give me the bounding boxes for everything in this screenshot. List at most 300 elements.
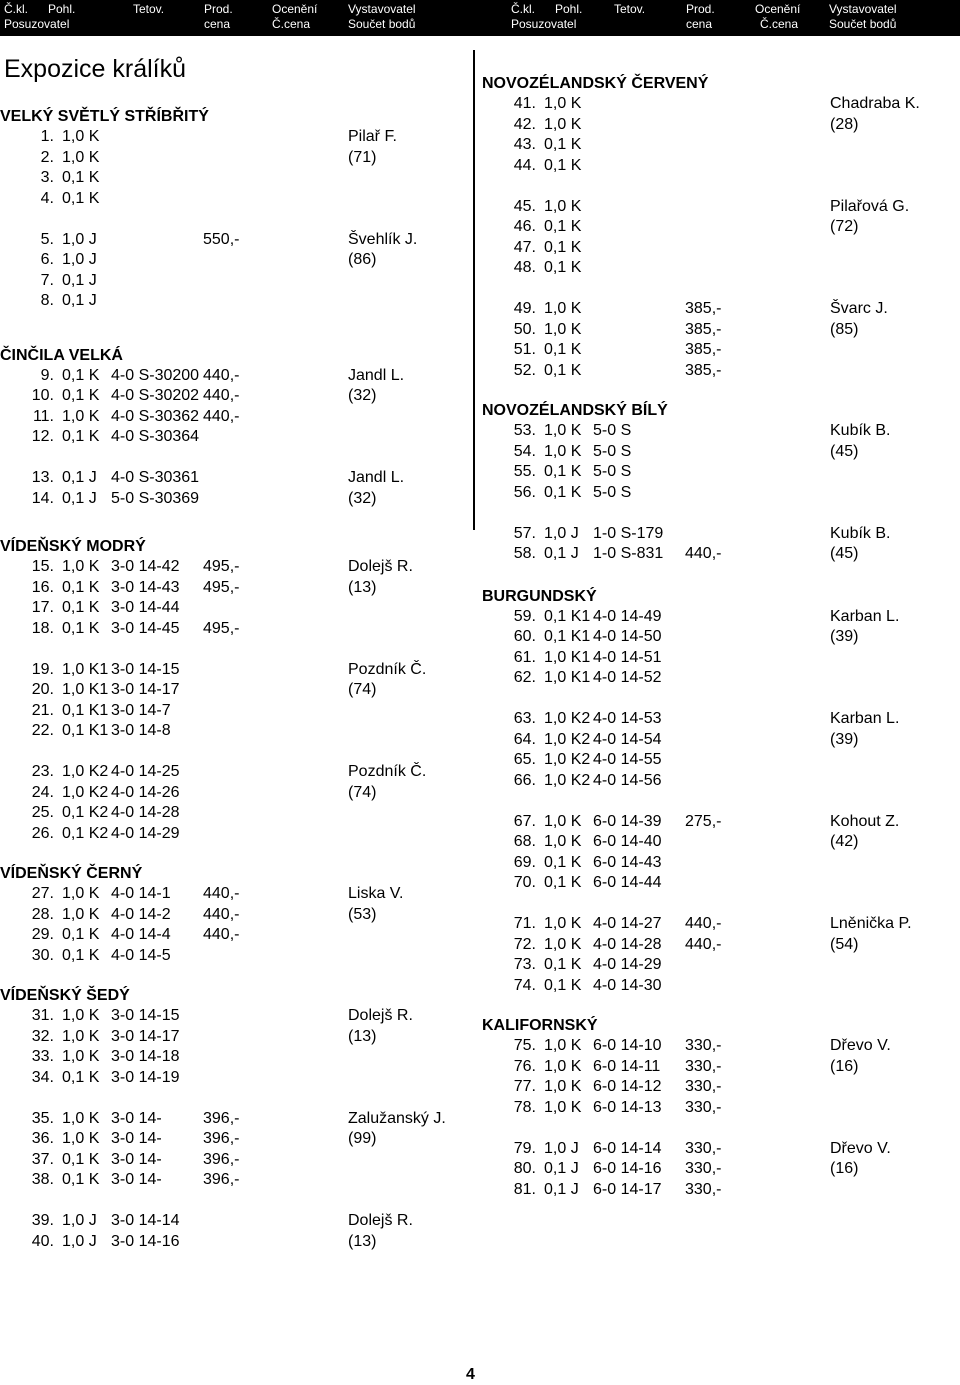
- entry-sex-class: 0,1 K2: [62, 804, 109, 821]
- entry-number: 63.: [513, 710, 536, 727]
- entry-row: [0, 557, 470, 578]
- entry-sex-class: 0,1 K2: [62, 824, 109, 842]
- header-label: Č.cena: [272, 17, 311, 31]
- entry-number: 28.: [31, 905, 54, 923]
- entry-exhibitor: Kubík B.: [830, 524, 891, 542]
- entry-row: [482, 730, 952, 751]
- entry-exhibitor: Zalužanský J.: [348, 1109, 446, 1127]
- entry-number: 1.: [40, 128, 54, 145]
- table-header: [0, 0, 960, 36]
- breed-section: [0, 107, 470, 312]
- entry-tattoo: 3-0 14-18: [111, 1048, 180, 1065]
- entry-number: 67.: [513, 812, 536, 830]
- entry-number: 42.: [513, 115, 536, 133]
- entry-number: 7.: [40, 271, 54, 289]
- entry-tattoo: 4-0 14-28: [111, 804, 180, 821]
- entry-exhibitor: (54): [830, 935, 859, 953]
- entry-row: [0, 366, 470, 387]
- entry-row: [0, 884, 470, 905]
- entry-sex-class: 1,0 K: [62, 407, 100, 425]
- entry-sex-class: 0,1 K: [62, 578, 100, 596]
- entry-row: [482, 955, 952, 976]
- entry-row: [482, 258, 952, 279]
- entry-exhibitor: (39): [830, 628, 859, 645]
- entry-tattoo: 4-0 S-30361: [111, 469, 200, 486]
- entry-exhibitor: Pozdník Č.: [348, 763, 427, 780]
- entry-row: [0, 1047, 470, 1068]
- group-spacer: [482, 279, 952, 300]
- entry-sex-class: 0,1 K1: [62, 722, 109, 739]
- header-label: Tetov.: [614, 2, 646, 16]
- entry-price: 330,-: [685, 1098, 722, 1116]
- entry-sex-class: 0,1 K: [544, 976, 582, 994]
- entry-tattoo: 6-0 14-13: [593, 1098, 662, 1116]
- header-label: Ocenění: [755, 2, 801, 16]
- breed-section: [0, 537, 470, 844]
- entry-tattoo: 4-0 14-30: [593, 976, 662, 994]
- group-spacer: [0, 448, 470, 469]
- entry-exhibitor: Pilařová G.: [830, 197, 910, 215]
- entry-sex-class: 0,1 J: [62, 469, 97, 486]
- entry-price: 495,-: [203, 578, 240, 596]
- entry-tattoo: 3-0 14-43: [111, 578, 180, 596]
- entry-tattoo: 4-0 14-4: [111, 926, 171, 943]
- entry-number: 30.: [31, 946, 54, 964]
- entry-tattoo: 5-0 S: [593, 442, 632, 460]
- entry-tattoo: 4-0 S-30362: [111, 407, 200, 425]
- entry-number: 37.: [31, 1150, 54, 1168]
- entry-number: 23.: [31, 763, 54, 780]
- entry-sex-class: 0,1 K: [544, 463, 582, 480]
- entry-tattoo: 4-0 14-27: [593, 915, 662, 932]
- entry-number: 57.: [513, 524, 536, 542]
- entry-sex-class: 0,1 J: [544, 1180, 579, 1198]
- entry-price: 440,-: [685, 915, 722, 932]
- header-label: Č.kl.: [511, 2, 535, 16]
- entry-number: 50.: [513, 320, 536, 338]
- entry-row: [0, 1129, 470, 1150]
- entry-tattoo: 3-0 14-17: [111, 681, 180, 698]
- entry-row: [482, 668, 952, 689]
- entry-price: 330,-: [685, 1160, 722, 1177]
- entry-number: 72.: [513, 935, 536, 953]
- entry-sex-class: 1,0 K: [544, 833, 582, 850]
- entry-tattoo: 6-0 14-39: [593, 812, 662, 830]
- entry-number: 16.: [31, 578, 54, 596]
- breed-section: [0, 986, 470, 1252]
- entry-sex-class: 0,1 K: [62, 1068, 100, 1086]
- entry-row: [482, 607, 952, 628]
- entry-sex-class: 1,0 K: [62, 148, 100, 166]
- entry-exhibitor: (28): [830, 115, 859, 133]
- entry-tattoo: 5-0 S: [593, 483, 632, 501]
- entry-tattoo: 3-0 14-17: [111, 1027, 180, 1045]
- entry-number: 41.: [513, 95, 536, 112]
- entry-sex-class: 1,0 K: [62, 558, 100, 575]
- entry-number: 20.: [31, 681, 54, 698]
- page-title: Expozice králíků: [4, 55, 187, 83]
- entry-number: 61.: [513, 648, 536, 666]
- entry-row: [482, 135, 952, 156]
- entry-price: 396,-: [203, 1109, 240, 1127]
- entry-sex-class: 1,0 K2: [62, 783, 109, 801]
- entry-price: 275,-: [685, 812, 722, 830]
- entry-sex-class: 1,0 K1: [62, 681, 109, 698]
- header-label: Č.kl.: [4, 2, 28, 16]
- entry-row: [482, 361, 952, 382]
- entry-row: [482, 935, 952, 956]
- entry-tattoo: 4-0 14-29: [111, 824, 180, 842]
- entry-number: 15.: [31, 558, 54, 575]
- entry-number: 64.: [513, 730, 536, 748]
- entry-sex-class: 0,1 K: [62, 366, 100, 384]
- entry-sex-class: 1,0 K: [544, 935, 582, 953]
- entry-row: [0, 721, 470, 742]
- entry-tattoo: 4-0 14-55: [593, 751, 662, 768]
- entry-sex-class: 0,1 K: [62, 599, 100, 616]
- entry-number: 75.: [513, 1037, 536, 1054]
- entry-tattoo: 3-0 14-44: [111, 599, 180, 616]
- entry-number: 38.: [31, 1171, 54, 1188]
- entry-number: 19.: [31, 660, 54, 678]
- entry-tattoo: 3-0 14-: [111, 1171, 162, 1188]
- group-spacer: [482, 689, 952, 710]
- entry-sex-class: 1,0 K: [62, 128, 100, 145]
- entry-sex-class: 1,0 K: [544, 300, 582, 317]
- entry-number: 11.: [32, 407, 54, 425]
- entry-number: 27.: [31, 885, 54, 902]
- entry-number: 77.: [513, 1078, 536, 1095]
- entry-sex-class: 1,0 J: [62, 1212, 97, 1229]
- header-label: Pohl.: [48, 2, 76, 16]
- entry-row: [482, 812, 952, 833]
- entry-sex-class: 0,1 J: [544, 545, 579, 562]
- entry-tattoo: 5-0 S-30369: [111, 489, 200, 507]
- entry-exhibitor: (42): [830, 833, 859, 850]
- entry-tattoo: 4-0 14-2: [111, 905, 171, 923]
- entry-exhibitor: Kubík B.: [830, 422, 891, 439]
- entry-number: 6.: [40, 251, 54, 268]
- entry-price: 396,-: [203, 1171, 240, 1188]
- entry-sex-class: 1,0 K: [544, 442, 582, 460]
- entry-price: 550,-: [203, 230, 240, 248]
- entry-row: [482, 771, 952, 792]
- entry-exhibitor: Pilař F.: [348, 128, 397, 145]
- entry-number: 74.: [513, 976, 536, 994]
- entry-tattoo: 3-0 14-: [111, 1150, 162, 1168]
- entry-exhibitor: Lněnička P.: [830, 915, 912, 932]
- entry-row: [482, 1098, 952, 1119]
- entry-sex-class: 0,1 K: [544, 874, 582, 891]
- entry-tattoo: 3-0 14-: [111, 1130, 162, 1147]
- entry-exhibitor: Pozdník Č.: [348, 660, 427, 678]
- entry-exhibitor: (72): [830, 218, 859, 235]
- entry-number: 60.: [513, 628, 536, 645]
- entry-tattoo: 6-0 14-40: [593, 833, 662, 850]
- entry-sex-class: 1,0 K1: [62, 660, 109, 678]
- entry-sex-class: 0,1 K1: [62, 701, 109, 719]
- entry-tattoo: 3-0 14-15: [111, 660, 180, 678]
- entry-sex-class: 1,0 K: [544, 1057, 582, 1075]
- entry-number: 46.: [513, 218, 536, 235]
- entry-row: [0, 1109, 470, 1130]
- entry-tattoo: 6-0 14-12: [593, 1078, 662, 1095]
- entry-tattoo: 6-0 14-10: [593, 1037, 662, 1054]
- entry-sex-class: 0,1 K: [62, 1171, 100, 1188]
- entry-tattoo: 3-0 14-14: [111, 1212, 180, 1229]
- entry-sex-class: 0,1 K1: [544, 607, 591, 625]
- entry-tattoo: 4-0 14-25: [111, 763, 180, 780]
- entry-row: [0, 619, 470, 640]
- entry-exhibitor: Dolejš R.: [348, 558, 413, 575]
- entry-exhibitor: (32): [348, 387, 377, 404]
- entry-exhibitor: Švehlík J.: [348, 230, 418, 248]
- entry-sex-class: 1,0 K: [544, 320, 582, 338]
- entry-tattoo: 3-0 14-8: [111, 722, 171, 739]
- entry-tattoo: 3-0 14-: [111, 1109, 162, 1127]
- entry-tattoo: 4-0 S-30200: [111, 366, 200, 384]
- entry-sex-class: 0,1 K: [62, 189, 100, 207]
- header-left: [0, 0, 480, 36]
- entry-tattoo: 1-0 S-831: [593, 545, 664, 562]
- right-column: [482, 74, 952, 1220]
- entry-row: [482, 94, 952, 115]
- entry-exhibitor: (39): [830, 730, 859, 748]
- entry-exhibitor: (13): [348, 578, 377, 596]
- entry-row: [482, 1077, 952, 1098]
- entry-number: 33.: [31, 1048, 54, 1065]
- breed-title: ČINČILA VELKÁ: [0, 346, 123, 364]
- entry-row: [482, 627, 952, 648]
- header-label: Posuzovatel: [511, 17, 577, 31]
- entry-number: 24.: [31, 783, 54, 801]
- entry-number: 25.: [31, 804, 54, 821]
- entry-number: 21.: [31, 701, 54, 719]
- entry-exhibitor: Švarc J.: [830, 300, 888, 317]
- entry-number: 47.: [513, 238, 536, 256]
- entry-number: 79.: [513, 1139, 536, 1157]
- entry-sex-class: 1,0 K1: [544, 669, 591, 686]
- group-spacer: [482, 176, 952, 197]
- breed-section: [0, 864, 470, 966]
- entry-row: [0, 1068, 470, 1089]
- breed-section: [482, 1016, 952, 1200]
- entry-tattoo: 5-0 S: [593, 422, 632, 439]
- entry-row: [482, 442, 952, 463]
- entry-sex-class: 1,0 K: [544, 1078, 582, 1095]
- entry-row: [482, 483, 952, 504]
- entry-number: 52.: [513, 361, 536, 379]
- breed-title: NOVOZÉLANDSKÝ ČERVENÝ: [482, 75, 709, 92]
- entry-tattoo: 4-0 14-53: [593, 710, 662, 727]
- entry-number: 22.: [31, 722, 54, 739]
- entry-sex-class: 0,1 J: [62, 271, 97, 289]
- entry-tattoo: 4-0 14-28: [593, 935, 662, 953]
- header-label: cena: [686, 17, 713, 31]
- entry-row: [0, 578, 470, 599]
- entry-tattoo: 4-0 14-29: [593, 956, 662, 973]
- entry-sex-class: 0,1 J: [62, 292, 97, 309]
- entry-number: 39.: [31, 1212, 54, 1229]
- group-spacer: [482, 791, 952, 812]
- entry-tattoo: 4-0 14-1: [111, 885, 171, 902]
- entry-number: 56.: [513, 483, 536, 501]
- entry-number: 45.: [513, 197, 536, 215]
- entry-exhibitor: (13): [348, 1232, 377, 1250]
- entry-row: [0, 230, 470, 251]
- entry-number: 65.: [513, 751, 536, 768]
- entry-sex-class: 0,1 J: [62, 489, 97, 507]
- entry-tattoo: 6-0 14-11: [593, 1057, 661, 1075]
- entry-sex-class: 1,0 K: [62, 1048, 100, 1065]
- group-spacer: [482, 503, 952, 524]
- entry-sex-class: 0,1 K: [62, 428, 100, 445]
- entry-exhibitor: Jandl L.: [348, 366, 405, 384]
- entry-sex-class: 1,0 J: [544, 524, 579, 542]
- header-label: Součet bodů: [829, 17, 897, 31]
- entry-row: [0, 386, 470, 407]
- entry-number: 26.: [31, 824, 54, 842]
- entry-tattoo: 6-0 14-17: [593, 1180, 662, 1198]
- entry-number: 76.: [513, 1057, 536, 1075]
- entry-row: [482, 1057, 952, 1078]
- entry-price: 440,-: [685, 935, 722, 953]
- entry-price: 330,-: [685, 1139, 722, 1157]
- entry-exhibitor: (74): [348, 681, 377, 698]
- entry-exhibitor: Karban L.: [830, 607, 900, 625]
- entry-row: [0, 1211, 470, 1232]
- entry-row: [482, 320, 952, 341]
- entry-row: [0, 598, 470, 619]
- entry-tattoo: 4-0 14-26: [111, 783, 180, 801]
- entry-sex-class: 0,1 K: [544, 361, 582, 379]
- entry-sex-class: 1,0 J: [544, 1139, 579, 1157]
- entry-sex-class: 1,0 K2: [544, 771, 591, 789]
- entry-row: [482, 750, 952, 771]
- entry-tattoo: 1-0 S-179: [593, 524, 664, 542]
- group-spacer: [482, 1118, 952, 1139]
- entry-sex-class: 1,0 J: [62, 251, 97, 268]
- entry-price: 330,-: [685, 1180, 722, 1198]
- entry-row: [0, 489, 470, 510]
- entry-number: 36.: [31, 1130, 54, 1147]
- entry-row: [482, 238, 952, 259]
- entry-number: 31.: [31, 1007, 54, 1024]
- group-spacer: [0, 1191, 470, 1212]
- entry-number: 43.: [513, 136, 536, 153]
- entry-exhibitor: (13): [348, 1027, 377, 1045]
- entry-number: 59.: [513, 607, 536, 625]
- entry-sex-class: 0,1 K: [544, 956, 582, 973]
- header-label: Č.cena: [760, 17, 799, 31]
- entry-tattoo: 4-0 14-50: [593, 628, 662, 645]
- entry-number: 12.: [31, 428, 54, 445]
- entry-tattoo: 3-0 14-16: [111, 1232, 180, 1250]
- breed-section: [482, 401, 952, 565]
- entry-row: [482, 832, 952, 853]
- entry-row: [482, 197, 952, 218]
- entry-tattoo: 4-0 14-49: [593, 607, 662, 625]
- entry-number: 81.: [513, 1180, 536, 1198]
- entry-row: [482, 709, 952, 730]
- entry-row: [482, 544, 952, 565]
- entry-tattoo: 4-0 14-56: [593, 771, 662, 789]
- entry-row: [482, 1036, 952, 1057]
- entry-price: 385,-: [685, 300, 722, 317]
- header-label: cena: [204, 17, 231, 31]
- entry-tattoo: 6-0 14-16: [593, 1160, 662, 1177]
- breed-title: VÍDEŇSKÝ ŠEDÝ: [0, 987, 130, 1004]
- entry-row: [0, 803, 470, 824]
- entry-price: 495,-: [203, 619, 240, 637]
- group-spacer: [0, 1088, 470, 1109]
- entry-number: 80.: [513, 1160, 536, 1177]
- breed-title: KALIFORNSKÝ: [482, 1017, 598, 1034]
- entry-row: [482, 1180, 952, 1201]
- entry-sex-class: 0,1 K: [62, 926, 100, 943]
- entry-row: [482, 156, 952, 177]
- entry-price: 440,-: [203, 905, 240, 923]
- header-label: Prod.: [204, 2, 233, 16]
- entry-row: [0, 1006, 470, 1027]
- entry-row: [0, 680, 470, 701]
- entry-exhibitor: Dolejš R.: [348, 1212, 413, 1229]
- header-label: Posuzovatel: [4, 17, 70, 31]
- entry-row: [0, 905, 470, 926]
- entry-number: 35.: [31, 1109, 54, 1127]
- entry-row: [482, 299, 952, 320]
- entry-sex-class: 1,0 K: [544, 812, 582, 830]
- entry-number: 44.: [513, 156, 536, 174]
- entry-row: [0, 1027, 470, 1048]
- entry-tattoo: 4-0 14-51: [593, 648, 662, 666]
- entry-row: [482, 853, 952, 874]
- entry-row: [482, 648, 952, 669]
- entry-number: 70.: [513, 874, 536, 891]
- entry-row: [0, 427, 470, 448]
- entry-row: [482, 976, 952, 997]
- entry-number: 3.: [40, 169, 54, 186]
- breed-title: VELKÝ SVĚTLÝ STŘÍBŘITÝ: [0, 108, 209, 125]
- entry-sex-class: 0,1 K: [62, 169, 100, 186]
- entry-sex-class: 0,1 K: [544, 259, 582, 276]
- entry-number: 40.: [31, 1232, 54, 1250]
- entry-row: [0, 925, 470, 946]
- entry-price: 396,-: [203, 1130, 240, 1147]
- entry-row: [0, 468, 470, 489]
- group-spacer: [0, 209, 470, 230]
- breed-section: [482, 74, 952, 381]
- breed-section: [482, 587, 952, 997]
- entry-sex-class: 1,0 J: [62, 1232, 97, 1250]
- breed-section: [0, 346, 470, 510]
- entry-row: [0, 660, 470, 681]
- entry-exhibitor: (74): [348, 783, 377, 801]
- entry-price: 440,-: [203, 366, 240, 384]
- entry-row: [0, 824, 470, 845]
- entry-price: 495,-: [203, 558, 240, 575]
- entry-exhibitor: (86): [348, 251, 377, 268]
- entry-row: [482, 1159, 952, 1180]
- entry-number: 8.: [40, 292, 54, 309]
- entry-exhibitor: Dřevo V.: [830, 1037, 891, 1054]
- entry-row: [482, 914, 952, 935]
- entry-sex-class: 1,0 K: [62, 885, 100, 902]
- entry-tattoo: 4-0 14-54: [593, 730, 662, 748]
- entry-row: [0, 1232, 470, 1253]
- entry-tattoo: 6-0 14-44: [593, 874, 662, 891]
- entry-sex-class: 0,1 J: [544, 1160, 579, 1177]
